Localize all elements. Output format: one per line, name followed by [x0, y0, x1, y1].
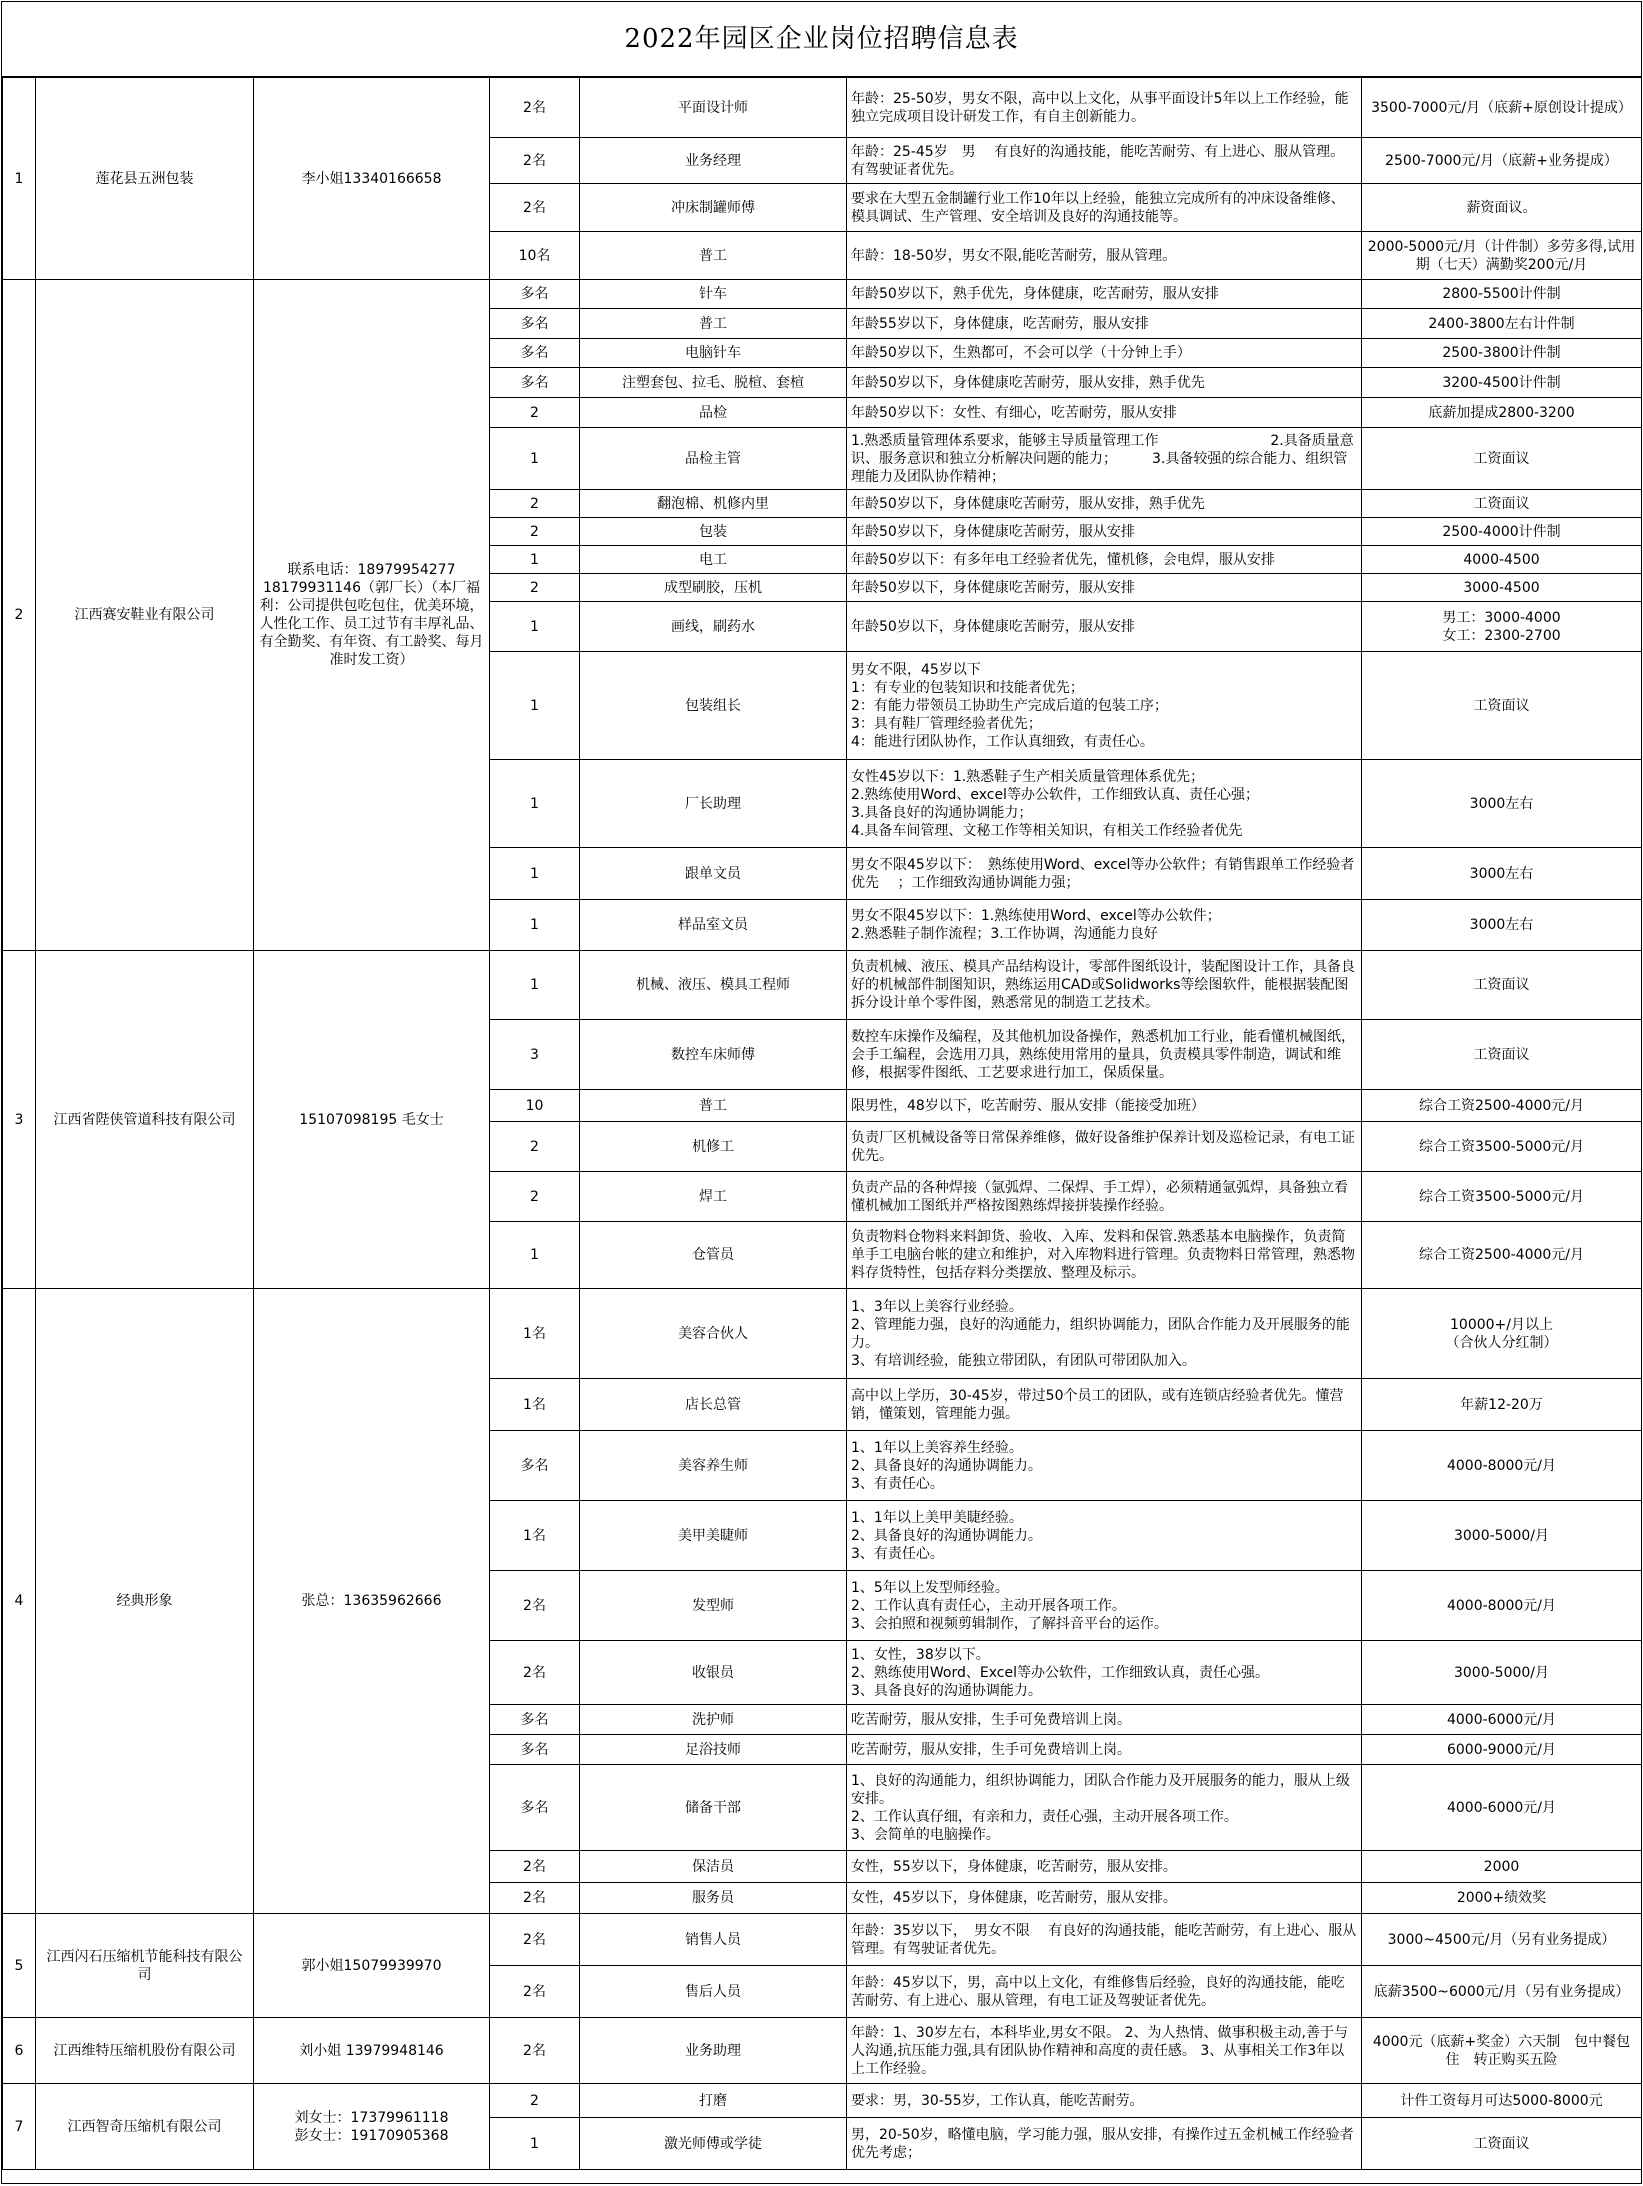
- job-salary: 3000~4500元/月（另有业务提成）: [1362, 1914, 1642, 1966]
- job-position: 服务员: [580, 1883, 847, 1914]
- company-contact: 刘小姐 13979948146: [254, 2018, 490, 2084]
- job-requirement: 年龄50岁以下，身体健康吃苦耐劳，服从安排，熟手优先: [847, 490, 1362, 518]
- job-salary: 薪资面议。: [1362, 184, 1642, 232]
- table-row: [3, 951, 1642, 1020]
- company-number: 6: [3, 2018, 36, 2084]
- job-count: 2名: [490, 1914, 580, 1966]
- job-position: 品检: [580, 398, 847, 428]
- job-requirement: 年龄50岁以下，熟手优先，身体健康，吃苦耐劳，服从安排: [847, 280, 1362, 309]
- job-salary: 3000左右: [1362, 900, 1642, 951]
- job-position: 画线，刷药水: [580, 602, 847, 652]
- job-requirement: 女性，55岁以下，身体健康，吃苦耐劳，服从安排。: [847, 1851, 1362, 1883]
- company-name: 江西维特压缩机股份有限公司: [36, 2018, 254, 2084]
- job-position: 普工: [580, 309, 847, 339]
- job-position: 足浴技师: [580, 1735, 847, 1765]
- job-count: 2: [490, 518, 580, 546]
- job-count: 多名: [490, 1705, 580, 1735]
- job-salary: 3000-4500: [1362, 574, 1642, 602]
- job-requirement: 年龄50岁以下，身体健康吃苦耐劳，服从安排: [847, 574, 1362, 602]
- job-count: 2名: [490, 78, 580, 138]
- page-title: 2022年园区企业岗位招聘信息表: [2, 2, 1641, 77]
- job-position: 电脑针车: [580, 339, 847, 368]
- job-salary: 3200-4500计件制: [1362, 368, 1642, 398]
- company-contact: 联系电话：18979954277 18179931146（郭厂长）（本厂福利：公司提供包吃包住，优美环境，人性化工作、员工过节有丰厚礼品、有全勤奖、有年资、有工龄奖、每月准时发工资）: [254, 280, 490, 951]
- job-count: 2: [490, 2084, 580, 2118]
- job-requirement: 男女不限45岁以下：1.熟练使用Word、excel等办公软件； 2.熟悉鞋子制作流程；3.工作协调，沟通能力良好: [847, 900, 1362, 951]
- job-salary: 3000-5000/月: [1362, 1501, 1642, 1571]
- job-salary: 综合工资2500-4000元/月: [1362, 1090, 1642, 1122]
- company-number: 3: [3, 951, 36, 1289]
- job-count: 多名: [490, 309, 580, 339]
- job-count: 1: [490, 2118, 580, 2170]
- company-number: 2: [3, 280, 36, 951]
- job-count: 2名: [490, 1883, 580, 1914]
- job-salary: 3000左右: [1362, 760, 1642, 848]
- job-position: 发型师: [580, 1571, 847, 1641]
- job-count: 1: [490, 428, 580, 490]
- job-salary: 4000元（底薪+奖金）六天制 包中餐包住 转正购买五险: [1362, 2018, 1642, 2084]
- job-count: 2: [490, 1122, 580, 1172]
- job-requirement: 1.熟悉质量管理体系要求，能够主导质量管理工作 2.具备质量意识、服务意识和独立分析解决问题的能力； 3.具备较强的综合能力、组织管理能力及团队协作精神；: [847, 428, 1362, 490]
- job-requirement: 吃苦耐劳，服从安排，生手可免费培训上岗。: [847, 1735, 1362, 1765]
- company-name: 江西省陛侠管道科技有限公司: [36, 951, 254, 1289]
- job-count: 2: [490, 490, 580, 518]
- job-count: 2名: [490, 2018, 580, 2084]
- job-salary: 4000-6000元/月: [1362, 1765, 1642, 1851]
- job-salary: 4000-8000元/月: [1362, 1431, 1642, 1501]
- job-position: 针车: [580, 280, 847, 309]
- job-salary: 4000-4500: [1362, 546, 1642, 574]
- job-requirement: 年龄：1、30岁左右，本科毕业,男女不限。 2、为人热情、做事积极主动,善于与人沟通,抗压能力强,具有团队协作精神和高度的责任感。 3、从事相关工作3年以上工作经验。: [847, 2018, 1362, 2084]
- job-salary: 综合工资2500-4000元/月: [1362, 1222, 1642, 1289]
- company-contact: 15107098195 毛女士: [254, 951, 490, 1289]
- job-count: 2名: [490, 1851, 580, 1883]
- job-count: 1: [490, 602, 580, 652]
- job-requirement: 年龄50岁以下，生熟都可，不会可以学（十分钟上手）: [847, 339, 1362, 368]
- job-salary: 工资面议: [1362, 490, 1642, 518]
- job-position: 美容合伙人: [580, 1289, 847, 1379]
- job-count: 1: [490, 848, 580, 900]
- job-requirement: 年龄50岁以下：有多年电工经验者优先，懂机修，会电焊，服从安排: [847, 546, 1362, 574]
- job-count: 1名: [490, 1379, 580, 1431]
- job-count: 2: [490, 1172, 580, 1222]
- job-position: 机械、液压、模具工程师: [580, 951, 847, 1020]
- job-salary: 3000-5000/月: [1362, 1641, 1642, 1705]
- job-salary: 底薪3500~6000元/月（另有业务提成）: [1362, 1966, 1642, 2018]
- job-count: 1: [490, 652, 580, 760]
- table-row: [3, 78, 1642, 138]
- job-position: 机修工: [580, 1122, 847, 1172]
- job-requirement: 1、1年以上美容养生经验。 2、具备良好的沟通协调能力。 3、有责任心。: [847, 1431, 1362, 1501]
- job-count: 1: [490, 546, 580, 574]
- job-salary: 底薪加提成2800-3200: [1362, 398, 1642, 428]
- job-count: 1: [490, 900, 580, 951]
- table-row: [3, 1289, 1642, 1379]
- job-count: 多名: [490, 1431, 580, 1501]
- job-salary: 2800-5500计件制: [1362, 280, 1642, 309]
- job-position: 冲床制罐师傅: [580, 184, 847, 232]
- job-count: 2名: [490, 138, 580, 184]
- company-contact: 郭小姐15079939970: [254, 1914, 490, 2018]
- job-position: 美甲美睫师: [580, 1501, 847, 1571]
- job-position: 业务助理: [580, 2018, 847, 2084]
- table-row: [3, 280, 1642, 309]
- job-position: 打磨: [580, 2084, 847, 2118]
- job-requirement: 1、3年以上美容行业经验。 2、管理能力强，良好的沟通能力，组织协调能力，团队合作能力及开展服务的能力。 3、有培训经验，能独立带团队，有团队可带团队加入。: [847, 1289, 1362, 1379]
- job-salary: 2500-4000计件制: [1362, 518, 1642, 546]
- job-salary: 综合工资3500-5000元/月: [1362, 1172, 1642, 1222]
- recruitment-sheet: [1, 1, 1642, 2184]
- job-requirement: 年龄50岁以下：女性、有细心，吃苦耐劳，服从安排: [847, 398, 1362, 428]
- job-requirement: 女性45岁以下：1.熟悉鞋子生产相关质量管理体系优先； 2.熟练使用Word、excel等办公软件，工作细致认真、责任心强； 3.具备良好的沟通协调能力； 4.具备车间管理、文秘工作等相关知识，有相关工作经验者优先: [847, 760, 1362, 848]
- job-requirement: 负责物料仓物料来料卸货、验收、入库、发料和保管.熟悉基本电脑操作，负责简单手工电脑台帐的建立和维护，对入库物料进行管理。负责物料日常管理，熟悉物料存货特性，包括存料分类摆放、整理及标示。: [847, 1222, 1362, 1289]
- company-contact: 刘女士：17379961118 彭女士：19170905368: [254, 2084, 490, 2170]
- job-requirement: 负责机械、液压、模具产品结构设计，零部件图纸设计，装配图设计工作，具备良好的机械部件制图知识，熟练运用CAD或Solidworks等绘图软件，能根据装配图拆分设计单个零件图，熟悉常见的制造工艺技术。: [847, 951, 1362, 1020]
- job-salary: 2000: [1362, 1851, 1642, 1883]
- company-name: 江西赛安鞋业有限公司: [36, 280, 254, 951]
- job-salary: 2500-7000元/月（底薪+业务提成）: [1362, 138, 1642, 184]
- job-position: 保洁员: [580, 1851, 847, 1883]
- job-count: 2名: [490, 1571, 580, 1641]
- job-requirement: 女性，45岁以下，身体健康，吃苦耐劳，服从安排。: [847, 1883, 1362, 1914]
- job-count: 多名: [490, 339, 580, 368]
- job-salary: 2500-3800计件制: [1362, 339, 1642, 368]
- job-count: 2: [490, 574, 580, 602]
- job-requirement: 年龄50岁以下，身体健康吃苦耐劳，服从安排，熟手优先: [847, 368, 1362, 398]
- job-position: 销售人员: [580, 1914, 847, 1966]
- job-position: 包装组长: [580, 652, 847, 760]
- job-requirement: 要求：男，30-55岁，工作认真，能吃苦耐劳。: [847, 2084, 1362, 2118]
- job-position: 翻泡棉、机修内里: [580, 490, 847, 518]
- job-requirement: 年龄：25-45岁 男 有良好的沟通技能，能吃苦耐劳、有上进心、服从管理。有驾驶证者优先。: [847, 138, 1362, 184]
- job-salary: 6000-9000元/月: [1362, 1735, 1642, 1765]
- job-requirement: 年龄55岁以下，身体健康，吃苦耐劳，服从安排: [847, 309, 1362, 339]
- job-salary: 工资面议: [1362, 2118, 1642, 2170]
- job-salary: 2400-3800左右计件制: [1362, 309, 1642, 339]
- job-position: 仓管员: [580, 1222, 847, 1289]
- job-count: 多名: [490, 280, 580, 309]
- job-count: 3: [490, 1020, 580, 1090]
- company-number: 7: [3, 2084, 36, 2170]
- company-name: 江西智奇压缩机有限公司: [36, 2084, 254, 2170]
- job-position: 跟单文员: [580, 848, 847, 900]
- job-count: 1名: [490, 1289, 580, 1379]
- job-position: 美容养生师: [580, 1431, 847, 1501]
- job-position: 样品室文员: [580, 900, 847, 951]
- job-count: 多名: [490, 1735, 580, 1765]
- job-count: 2名: [490, 1966, 580, 2018]
- company-number: 5: [3, 1914, 36, 2018]
- job-count: 10名: [490, 232, 580, 280]
- job-count: 2名: [490, 184, 580, 232]
- job-count: 10: [490, 1090, 580, 1122]
- job-requirement: 吃苦耐劳，服从安排，生手可免费培训上岗。: [847, 1705, 1362, 1735]
- table-row: [3, 2018, 1642, 2084]
- table-row: [3, 1914, 1642, 1966]
- job-requirement: 1、5年以上发型师经验。 2、工作认真有责任心，主动开展各项工作。 3、会拍照和视频剪辑制作，了解抖音平台的运作。: [847, 1571, 1362, 1641]
- job-salary: 10000+/月以上 （合伙人分红制）: [1362, 1289, 1642, 1379]
- company-name: 莲花县五洲包装: [36, 78, 254, 280]
- job-position: 焊工: [580, 1172, 847, 1222]
- job-requirement: 负责产品的各种焊接（氩弧焊、二保焊、手工焊），必须精通氩弧焊，具备独立看懂机械加工图纸并严格按图熟练焊接拼装操作经验。: [847, 1172, 1362, 1222]
- job-count: 多名: [490, 1765, 580, 1851]
- company-contact: 李小姐13340166658: [254, 78, 490, 280]
- job-salary: 工资面议: [1362, 951, 1642, 1020]
- job-salary: 计件工资每月可达5000-8000元: [1362, 2084, 1642, 2118]
- job-position: 平面设计师: [580, 78, 847, 138]
- job-requirement: 年龄：35岁以下， 男女不限 有良好的沟通技能，能吃苦耐劳，有上进心、服从管理。有驾驶证者优先。: [847, 1914, 1362, 1966]
- job-count: 2: [490, 398, 580, 428]
- job-requirement: 男女不限45岁以下： 熟练使用Word、excel等办公软件；有销售跟单工作经验者优先 ；工作细致沟通协调能力强；: [847, 848, 1362, 900]
- job-salary: 工资面议: [1362, 652, 1642, 760]
- job-position: 激光师傅或学徒: [580, 2118, 847, 2170]
- job-position: 成型刷胶，压机: [580, 574, 847, 602]
- job-requirement: 要求在大型五金制罐行业工作10年以上经验，能独立完成所有的冲床设备维修、模具调试、生产管理、安全培训及良好的沟通技能等。: [847, 184, 1362, 232]
- job-position: 普工: [580, 1090, 847, 1122]
- job-position: 店长总管: [580, 1379, 847, 1431]
- table-row: [3, 2084, 1642, 2118]
- job-requirement: 年龄：18-50岁，男女不限,能吃苦耐劳，服从管理。: [847, 232, 1362, 280]
- job-position: 储备干部: [580, 1765, 847, 1851]
- company-name: 经典形象: [36, 1289, 254, 1914]
- job-position: 数控车床师傅: [580, 1020, 847, 1090]
- job-requirement: 男，20-50岁，略懂电脑，学习能力强，服从安排，有操作过五金机械工作经验者优先考虑；: [847, 2118, 1362, 2170]
- job-requirement: 年龄50岁以下，身体健康吃苦耐劳，服从安排: [847, 602, 1362, 652]
- job-salary: 男工：3000-4000 女工：2300-2700: [1362, 602, 1642, 652]
- job-position: 普工: [580, 232, 847, 280]
- job-salary: 年薪12-20万: [1362, 1379, 1642, 1431]
- job-requirement: 高中以上学历，30-45岁，带过50个员工的团队，或有连锁店经验者优先。懂营销，懂策划，管理能力强。: [847, 1379, 1362, 1431]
- job-requirement: 限男性，48岁以下，吃苦耐劳、服从安排（能接受加班）: [847, 1090, 1362, 1122]
- job-requirement: 1、良好的沟通能力，组织协调能力，团队合作能力及开展服务的能力，服从上级安排。 2、工作认真仔细，有亲和力，责任心强，主动开展各项工作。 3、会简单的电脑操作。: [847, 1765, 1362, 1851]
- job-requirement: 男女不限，45岁以下 1：有专业的包装知识和技能者优先； 2：有能力带领员工协助生产完成后道的包装工序； 3：具有鞋厂管理经验者优先； 4：能进行团队协作，工作认真细致，有责任心。: [847, 652, 1362, 760]
- job-position: 洗护师: [580, 1705, 847, 1735]
- job-salary: 4000-8000元/月: [1362, 1571, 1642, 1641]
- job-count: 多名: [490, 368, 580, 398]
- job-salary: 4000-6000元/月: [1362, 1705, 1642, 1735]
- job-count: 1: [490, 1222, 580, 1289]
- job-requirement: 1、1年以上美甲美睫经验。 2、具备良好的沟通协调能力。 3、有责任心。: [847, 1501, 1362, 1571]
- job-count: 1名: [490, 1501, 580, 1571]
- job-position: 电工: [580, 546, 847, 574]
- job-requirement: 年龄：45岁以下，男，高中以上文化，有维修售后经验，良好的沟通技能，能吃苦耐劳、有上进心、服从管理，有电工证及驾驶证者优先。: [847, 1966, 1362, 2018]
- job-requirement: 数控车床操作及编程，及其他机加设备操作，熟悉机加工行业，能看懂机械图纸，会手工编程，会选用刀具，熟练使用常用的量具，负责模具零件制造，调试和维修，根据零件图纸、工艺要求进行加工，保质保量。: [847, 1020, 1362, 1090]
- job-position: 厂长助理: [580, 760, 847, 848]
- job-salary: 2000+绩效奖: [1362, 1883, 1642, 1914]
- job-position: 注塑套包、拉毛、脱楦、套楦: [580, 368, 847, 398]
- job-position: 品检主管: [580, 428, 847, 490]
- job-position: 收银员: [580, 1641, 847, 1705]
- job-requirement: 年龄：25-50岁，男女不限，高中以上文化，从事平面设计5年以上工作经验，能独立完成项目设计研发工作，有自主创新能力。: [847, 78, 1362, 138]
- job-salary: 工资面议: [1362, 1020, 1642, 1090]
- job-salary: 2000-5000元/月（计件制）多劳多得,试用期（七天）满勤奖200元/月: [1362, 232, 1642, 280]
- company-number: 1: [3, 78, 36, 280]
- recruitment-table: [2, 77, 1642, 2170]
- job-requirement: 年龄50岁以下，身体健康吃苦耐劳，服从安排: [847, 518, 1362, 546]
- company-number: 4: [3, 1289, 36, 1914]
- job-salary: 工资面议: [1362, 428, 1642, 490]
- job-count: 2名: [490, 1641, 580, 1705]
- job-salary: 综合工资3500-5000元/月: [1362, 1122, 1642, 1172]
- job-position: 包装: [580, 518, 847, 546]
- job-salary: 3000左右: [1362, 848, 1642, 900]
- company-name: 江西闪石压缩机节能科技有限公司: [36, 1914, 254, 2018]
- job-requirement: 1、女性，38岁以下。 2、熟练使用Word、Excel等办公软件，工作细致认真，责任心强。 3、具备良好的沟通协调能力。: [847, 1641, 1362, 1705]
- company-contact: 张总：13635962666: [254, 1289, 490, 1914]
- job-position: 业务经理: [580, 138, 847, 184]
- job-requirement: 负责厂区机械设备等日常保养维修，做好设备维护保养计划及巡检记录，有电工证优先。: [847, 1122, 1362, 1172]
- job-salary: 3500-7000元/月（底薪+原创设计提成）: [1362, 78, 1642, 138]
- job-count: 1: [490, 951, 580, 1020]
- job-position: 售后人员: [580, 1966, 847, 2018]
- job-count: 1: [490, 760, 580, 848]
